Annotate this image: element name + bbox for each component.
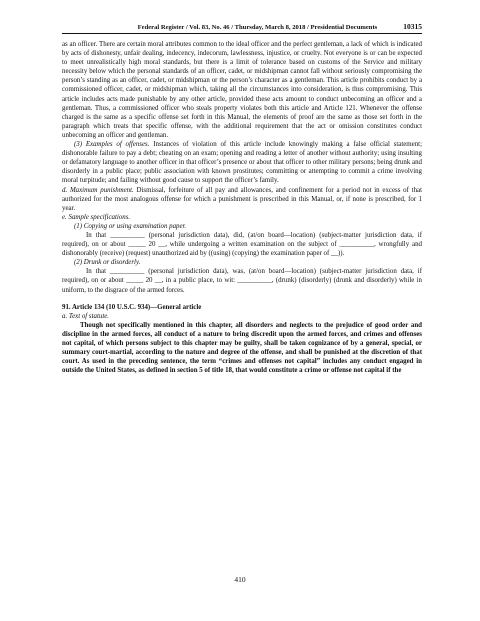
spec-2-label: (2) Drunk or disorderly. [74, 259, 141, 267]
header-page-number: 10315 [403, 22, 422, 31]
document-body [62, 40, 422, 375]
spec-2-text: In that __________ (personal jurisdiction data), was, (at/on board—location) (subject-matter jurisdiction data, if required), on or about _____ 20 __, in a public place, to wit: __________, (drunk) (disorderly) (drunk and disorderly) while in uniform, to the disgrace of the armed forces. [62, 268, 422, 294]
max-punishment-paragraph [62, 186, 422, 213]
body-paragraph: as an officer. There are certain moral attributes common to the ideal officer and the perfect gentleman, a lack of which is indicated by acts of dishonesty, unfair dealing, indecency, indecorum, lawlessness, injustice, or cruelty. Not everyone is or can be expected to meet unrealistically high moral standards, but there is a limit of tolerance based on customs of the Service and military necessity below which the personal standards of an officer, cadet, or midshipman cannot fall without seriously compromising the person’s standing as an officer, cadet, or midshipman or the person’s character as a gentleman. This article prohibits conduct by a commissioned officer, cadet, or midshipman which, taking all the circumstances into consideration, is thus compromising. This article includes acts made punishable by any other article, provided these acts amount to conduct unbecoming an officer and a gentleman. Thus, a commissioned officer who steals property violates both this article and Article 121. Whenever the offense charged is the same as a specific offense set forth in this Manual, the elements of proof are the same as those set forth in the paragraph which treats that specific offense, with the additional requirement that the act or omission constitutes conduct unbecoming an officer and gentleman. [62, 41, 422, 139]
max-punishment-text: Dismissal, forfeiture of all pay and allowances, and confinement for a period not in excess of that authorized for the most analogous offense for which a punishment is prescribed in this Manual, or, if none is prescribed, for 1 year. [62, 186, 422, 212]
examples-text: Instances of violation of this article include knowingly making a false official statement; dishonorable failure to pay a debt; cheating on an exam; opening and reading a letter of another without authority; using insulting or defamatory language to another officer in that officer’s presence or about that officer to other military persons; being drunk and disorderly in a public place; public association with known prostitutes; committing or attempting to commit a crime involving moral turpitude; and failing without good cause to support the officer’s family. [62, 141, 422, 185]
article-heading: 91. Article 134 (10 U.S.C. 934)—General article [62, 303, 202, 311]
running-header [62, 22, 422, 34]
document-page [62, 22, 422, 375]
footer-page-number: 410 [234, 575, 246, 584]
spec-2-heading [62, 258, 422, 267]
statute-subheading [62, 312, 422, 321]
spec-1-heading [62, 222, 422, 231]
statute-text: Though not specifically mentioned in this chapter, all disorders and neglects to the prejudice of good order and discipline in the armed forces, all conduct of a nature to bring discredit upon the armed forces, and crimes and offenses not capital, of which persons subject to this chapter may be guilty, shall be taken cognizance of by a general, special, or summary court-martial, according to the nature and degree of the offense, and shall be punished at the discretion of that court. As used in the preceding sentence, the term “crimes and offenses not capital” includes any conduct engaged in outside the United States, as defined in section 5 of title 18, that would constitute a crime or offense not capital if the [62, 321, 422, 375]
examples-paragraph [62, 140, 422, 185]
spec-1-label: (1) Copying or using examination paper. [74, 222, 187, 230]
header-text: Federal Register / Vol. 83, No. 46 / Thursday, March 8, 2018 / Presidential Documents [137, 24, 378, 31]
max-punishment-label: d. Maximum punishment. [62, 186, 134, 194]
sample-spec-label: e. Sample specifications. [62, 213, 131, 221]
spec-1-text: In that __________ (personal jurisdiction data), did, (at/on board—location) (subject-matter jurisdiction data, if required), on or about _____ 20 __, while undergoing a written examination on the subject of __________, wrongfully and dishonorably (receive) (request) unauthorized aid by ((using) (copying) the examination paper of __)). [62, 231, 422, 258]
examples-label: (3) Examples of offenses. [74, 141, 150, 149]
statute-label: a. Text of statute. [62, 312, 110, 320]
sample-spec-heading [62, 213, 422, 222]
